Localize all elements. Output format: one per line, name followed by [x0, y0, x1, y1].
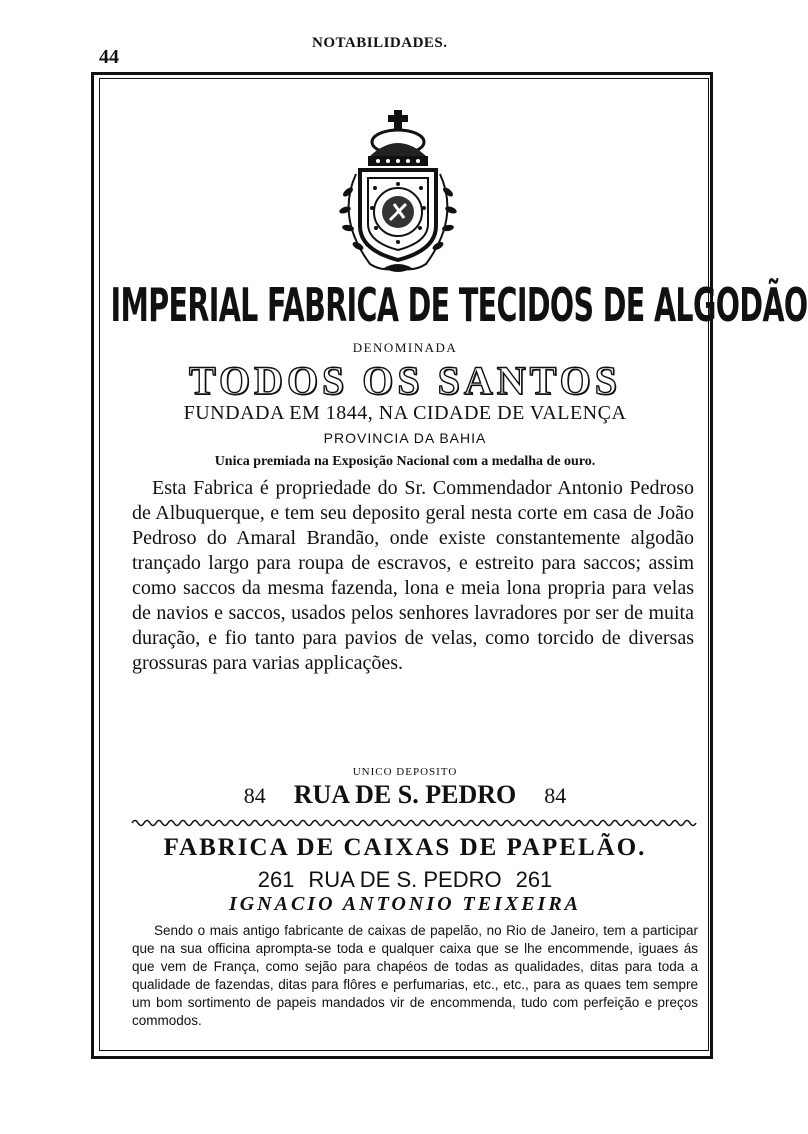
depot-address: [110, 780, 700, 810]
factory-name: TODOS OS SANTOS: [188, 358, 621, 403]
depot-label: UNICO DEPOSITO: [352, 766, 458, 778]
running-head: NOTABILIDADES.: [312, 35, 448, 51]
box-factory-address: [110, 867, 700, 893]
headline-container: [110, 278, 808, 332]
award-line: Unica premiada na Exposição Nacional com a medalha de ouro.: [214, 454, 596, 469]
address-number-left: 84: [243, 783, 266, 808]
province-line: PROVINCIA DA BAHIA: [323, 430, 487, 446]
address-street: RUA DE S. PEDRO: [308, 867, 502, 892]
wavy-divider: [132, 818, 694, 828]
address-number-right: 84: [544, 783, 567, 808]
proprietor-name: IGNACIO ANTONIO TEIXEIRA: [228, 893, 582, 915]
founding-line: FUNDADA EM 1844, NA CIDADE DE VALENÇA: [183, 402, 627, 424]
denominada-label: DENOMINADA: [352, 340, 458, 355]
box-factory-description-paragraph: Sendo o mais antigo fabricante de caixas de papelão, no Rio de Janeiro, tem a participar que na sua officina apromptа-se toda e qualquer caixa que se lhe encommende, iguaes ás que vem de França, como sejão para chapéos de todas as qualidades, ditas para toda a qualidade de fazendas, ditas para flôres e perfumarias, etc., etc., para as quaes tem sempre um bom sortimento de papeis mandados vir de encommenda, tudo com perfeição e preços commodos.: [132, 923, 698, 1028]
address-number-left: 261: [257, 867, 295, 892]
address-number-right: 261: [515, 867, 553, 892]
factory-headline: IMPERIAL FABRICA DE TECIDOS DE ALGODÃO: [110, 278, 808, 332]
factory-description: [132, 476, 694, 676]
address-street: RUA DE S. PEDRO: [293, 780, 517, 809]
page-number: 44: [99, 46, 119, 68]
factory-description-paragraph: Esta Fabrica é propriedade do Sr. Commendador Antonio Pedroso de Albuquerque, e tem seu deposito geral nesta corte em casa de João Pedroso do Amaral Brandão, onde existe constantemente algodão trançado largo para roupa de escravos, e estreito para saccos; assim como saccos da mesma fazenda, lona e meia lona propria para velas de navios e saccos, usados pelos senhores lavradores por ser de muita duração, e fio tanto para pavios de velas, como torcido de diversas grossuras para varias applicações.: [132, 477, 694, 674]
box-factory-description: [132, 922, 698, 1030]
imperial-crest-icon: [318, 108, 478, 276]
box-factory-headline: FABRICA DE CAIXAS DE PAPELÃO.: [163, 834, 647, 861]
